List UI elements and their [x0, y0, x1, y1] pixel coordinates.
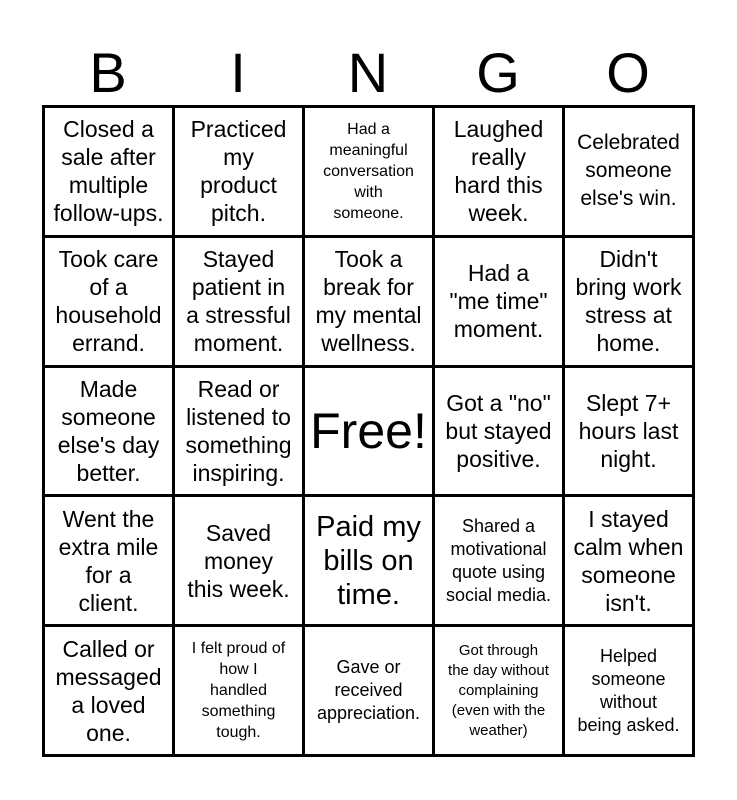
bingo-cell[interactable]	[305, 238, 432, 365]
header-letter-b: B	[89, 41, 127, 104]
bingo-cell[interactable]	[45, 238, 172, 365]
cell-text: Saved money this week.	[187, 519, 290, 602]
bingo-cell[interactable]	[175, 238, 302, 365]
bingo-cell[interactable]	[175, 108, 302, 235]
bingo-cell[interactable]	[175, 627, 302, 754]
header-letter-g: G	[476, 41, 520, 104]
cell-text: Called or messaged a loved one.	[55, 635, 162, 746]
bingo-cell[interactable]	[435, 108, 562, 235]
bingo-cell[interactable]	[565, 627, 692, 754]
bingo-cell[interactable]	[565, 497, 692, 624]
bingo-cell[interactable]	[45, 627, 172, 754]
bingo-cell[interactable]	[435, 627, 562, 754]
cell-text: I felt proud of how I handled something tough.	[191, 640, 286, 742]
cell-text: Took a break for my mental wellness.	[315, 246, 422, 357]
free-space-text: Free!	[310, 402, 427, 459]
header-letter-n: N	[347, 41, 389, 104]
bingo-cell[interactable]	[565, 238, 692, 365]
bingo-cell[interactable]	[45, 497, 172, 624]
bingo-cell[interactable]	[305, 108, 432, 235]
cell-text: Got through the day without complaining (even with the weather)	[448, 641, 549, 739]
cell-text: Made someone else's day better.	[57, 375, 160, 486]
bingo-cell[interactable]	[435, 497, 562, 624]
bingo-board	[42, 105, 695, 757]
cell-text: Slept 7+ hours last night.	[578, 389, 679, 472]
cell-text: Got a "no" but stayed positive.	[445, 389, 552, 472]
cell-text: Practiced my product pitch.	[190, 116, 287, 227]
header-letter-o: O	[606, 41, 650, 104]
cell-text: I stayed calm when someone isn't.	[573, 505, 684, 616]
cell-text: Shared a motivational quote using social media.	[445, 515, 552, 605]
bingo-header	[43, 40, 693, 106]
header-letter-i: I	[230, 41, 246, 104]
bingo-cell[interactable]	[565, 108, 692, 235]
bingo-cell[interactable]	[175, 497, 302, 624]
cell-text: Celebrated someone else's win.	[577, 131, 680, 211]
cell-text: Had a meaningful conversation with someone.	[323, 120, 414, 222]
bingo-cell[interactable]	[435, 238, 562, 365]
free-space-cell[interactable]	[305, 368, 432, 495]
bingo-cell[interactable]	[45, 108, 172, 235]
bingo-cell[interactable]	[305, 497, 432, 624]
cell-text: Didn't bring work stress at home.	[575, 246, 682, 357]
cell-text: Helped someone without being asked.	[577, 645, 680, 735]
cell-text: Read or listened to something inspiring.	[185, 375, 292, 486]
bingo-cell[interactable]	[175, 368, 302, 495]
cell-text: Closed a sale after multiple follow-ups.	[53, 116, 164, 227]
cell-text: Had a "me time" moment.	[449, 260, 548, 343]
cell-text: Gave or received appreciation.	[316, 657, 421, 724]
bingo-cell[interactable]	[45, 368, 172, 495]
cell-text: Took care of a household errand.	[55, 246, 162, 357]
bingo-cell[interactable]	[565, 368, 692, 495]
cell-text: Stayed patient in a stressful moment.	[186, 246, 291, 357]
cell-text: Went the extra mile for a client.	[58, 505, 159, 616]
bingo-cell[interactable]	[435, 368, 562, 495]
cell-text: Laughed really hard this week.	[453, 116, 544, 227]
cell-text: Paid my bills on time.	[316, 510, 421, 611]
bingo-cell[interactable]	[305, 627, 432, 754]
